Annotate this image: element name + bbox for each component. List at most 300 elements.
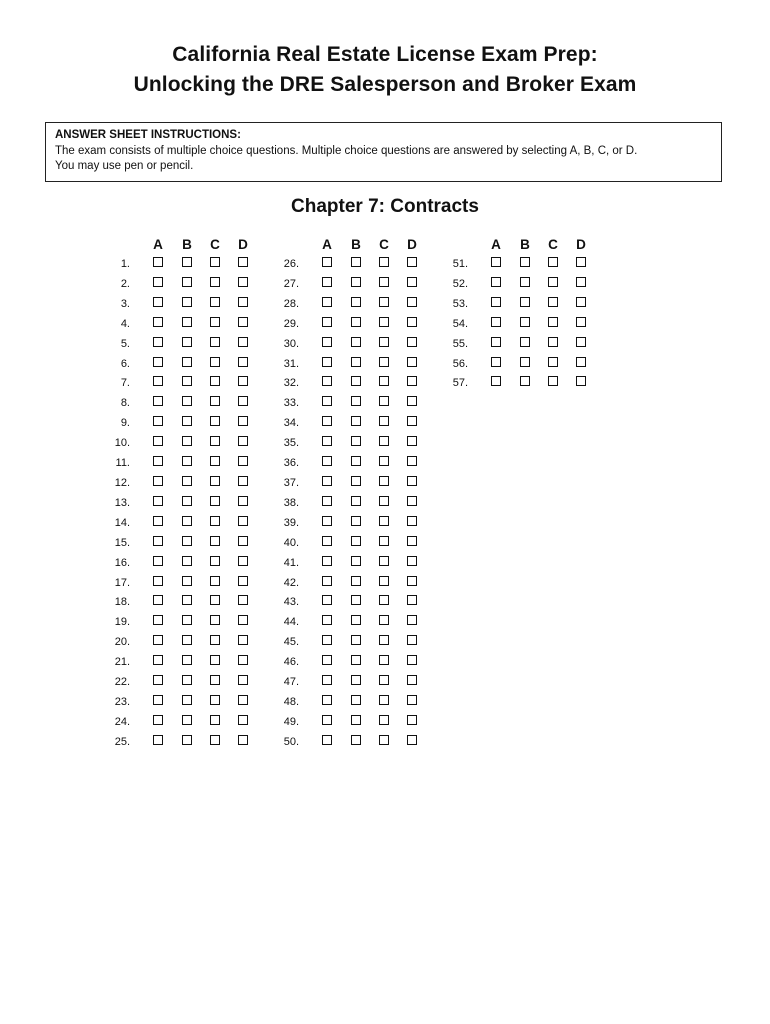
answer-checkbox-a[interactable] — [153, 615, 163, 625]
answer-checkbox-a[interactable] — [153, 357, 163, 367]
answer-checkbox-d[interactable] — [576, 357, 586, 367]
instructions-box — [45, 122, 722, 182]
answer-checkbox-d[interactable] — [407, 277, 417, 287]
answer-checkbox-b[interactable] — [182, 576, 192, 586]
answer-checkbox-b[interactable] — [182, 735, 192, 745]
answer-checkbox-d[interactable] — [407, 576, 417, 586]
answer-checkbox-b[interactable] — [182, 476, 192, 486]
answer-checkbox-c[interactable] — [210, 376, 220, 386]
answer-checkbox-d[interactable] — [238, 436, 248, 446]
answer-checkbox-b[interactable] — [351, 436, 361, 446]
answer-checkbox-c[interactable] — [210, 635, 220, 645]
question-number: 9. — [120, 417, 130, 430]
answer-checkbox-b[interactable] — [182, 317, 192, 327]
answer-checkbox-c[interactable] — [210, 595, 220, 605]
option-letter-d: D — [238, 237, 248, 252]
answer-checkbox-c[interactable] — [548, 277, 558, 287]
answer-checkbox-d[interactable] — [238, 456, 248, 466]
question-number: 48. — [283, 695, 299, 708]
answer-checkbox-b[interactable] — [351, 376, 361, 386]
answer-checkbox-b[interactable] — [182, 396, 192, 406]
answer-checkbox-b[interactable] — [182, 635, 192, 645]
answer-checkbox-d[interactable] — [407, 297, 417, 307]
answer-checkbox-b[interactable] — [182, 695, 192, 705]
answer-checkbox-b[interactable] — [182, 456, 192, 466]
answer-checkbox-b[interactable] — [351, 337, 361, 347]
answer-checkbox-c[interactable] — [210, 675, 220, 685]
option-letter-b: B — [182, 237, 192, 252]
answer-checkbox-a[interactable] — [153, 376, 163, 386]
answer-checkbox-a[interactable] — [322, 416, 332, 426]
option-letter-c: C — [210, 237, 220, 252]
answer-checkbox-b[interactable] — [520, 297, 530, 307]
question-number: 51. — [452, 258, 468, 270]
answer-checkbox-c[interactable] — [210, 496, 220, 506]
answer-checkbox-d[interactable] — [407, 516, 417, 526]
answer-checkbox-a[interactable] — [322, 476, 332, 486]
answer-checkbox-d[interactable] — [238, 655, 248, 665]
answer-checkbox-c[interactable] — [379, 576, 389, 586]
answer-checkbox-b[interactable] — [182, 337, 192, 347]
answer-checkbox-a[interactable] — [491, 257, 501, 267]
answer-checkbox-a[interactable] — [322, 436, 332, 446]
answer-checkbox-d[interactable] — [407, 675, 417, 685]
answer-checkbox-a[interactable] — [322, 297, 332, 307]
question-number: 55. — [452, 337, 468, 350]
question-number: 6. — [120, 357, 130, 370]
answer-checkbox-c[interactable] — [379, 516, 389, 526]
answer-checkbox-c[interactable] — [379, 536, 389, 546]
answer-checkbox-c[interactable] — [210, 257, 220, 267]
question-number: 1. — [120, 258, 130, 270]
answer-checkbox-a[interactable] — [153, 257, 163, 267]
answer-checkbox-d[interactable] — [576, 337, 586, 347]
answer-checkbox-b[interactable] — [182, 556, 192, 566]
answer-checkbox-b[interactable] — [520, 257, 530, 267]
answer-checkbox-c[interactable] — [210, 655, 220, 665]
answer-checkbox-b[interactable] — [351, 317, 361, 327]
answer-checkbox-d[interactable] — [238, 297, 248, 307]
answer-checkbox-a[interactable] — [322, 516, 332, 526]
answer-checkbox-d[interactable] — [238, 396, 248, 406]
answer-checkbox-b[interactable] — [182, 416, 192, 426]
answer-checkbox-a[interactable] — [322, 277, 332, 287]
answer-checkbox-c[interactable] — [379, 635, 389, 645]
answer-checkbox-d[interactable] — [238, 595, 248, 605]
question-number: 11. — [115, 457, 130, 470]
answer-checkbox-d[interactable] — [576, 297, 586, 307]
answer-checkbox-a[interactable] — [491, 376, 501, 386]
answer-checkbox-a[interactable] — [491, 297, 501, 307]
answer-checkbox-c[interactable] — [379, 595, 389, 605]
answer-checkbox-c[interactable] — [379, 496, 389, 506]
answer-checkbox-a[interactable] — [322, 337, 332, 347]
answer-checkbox-d[interactable] — [238, 576, 248, 586]
answer-checkbox-c[interactable] — [379, 615, 389, 625]
answer-checkbox-c[interactable] — [379, 695, 389, 705]
answer-checkbox-b[interactable] — [351, 277, 361, 287]
question-number: 3. — [120, 297, 130, 310]
answer-checkbox-d[interactable] — [407, 715, 417, 725]
answer-checkbox-b[interactable] — [351, 635, 361, 645]
title-line-1: California Real Estate License Exam Prep: — [172, 43, 598, 66]
option-letter-a: A — [322, 237, 332, 252]
answer-checkbox-c[interactable] — [548, 257, 558, 267]
answer-checkbox-c[interactable] — [210, 436, 220, 446]
option-letter-a: A — [153, 237, 163, 252]
answer-checkbox-a[interactable] — [153, 496, 163, 506]
answer-checkbox-a[interactable] — [322, 456, 332, 466]
answer-checkbox-b[interactable] — [182, 496, 192, 506]
answer-checkbox-d[interactable] — [407, 695, 417, 705]
answer-checkbox-c[interactable] — [210, 357, 220, 367]
answer-checkbox-a[interactable] — [322, 715, 332, 725]
answer-checkbox-d[interactable] — [576, 277, 586, 287]
answer-checkbox-b[interactable] — [351, 695, 361, 705]
answer-checkbox-b[interactable] — [182, 357, 192, 367]
question-number: 52. — [452, 277, 468, 290]
answer-checkbox-a[interactable] — [322, 576, 332, 586]
question-number: 17. — [114, 576, 130, 589]
answer-checkbox-a[interactable] — [153, 655, 163, 665]
question-number: 43. — [283, 596, 299, 609]
answer-checkbox-a[interactable] — [153, 695, 163, 705]
answer-checkbox-d[interactable] — [238, 675, 248, 685]
answer-checkbox-a[interactable] — [153, 556, 163, 566]
answer-checkbox-d[interactable] — [407, 317, 417, 327]
question-number: 25. — [114, 735, 130, 748]
question-number: 54. — [452, 317, 468, 330]
question-number: 49. — [283, 715, 299, 728]
answer-checkbox-a[interactable] — [322, 376, 332, 386]
answer-checkbox-a[interactable] — [322, 536, 332, 546]
answer-checkbox-c[interactable] — [210, 735, 220, 745]
question-number: 35. — [283, 437, 299, 450]
question-number: 10. — [114, 437, 130, 450]
answer-checkbox-a[interactable] — [153, 516, 163, 526]
answer-checkbox-a[interactable] — [153, 595, 163, 605]
answer-checkbox-a[interactable] — [153, 675, 163, 685]
answer-checkbox-c[interactable] — [379, 357, 389, 367]
answer-checkbox-d[interactable] — [238, 536, 248, 546]
answer-checkbox-d[interactable] — [238, 695, 248, 705]
answer-checkbox-b[interactable] — [351, 456, 361, 466]
answer-checkbox-c[interactable] — [210, 416, 220, 426]
question-number: 8. — [120, 397, 130, 410]
answer-checkbox-c[interactable] — [379, 715, 389, 725]
question-number: 14. — [114, 516, 130, 529]
answer-checkbox-a[interactable] — [153, 576, 163, 586]
question-number: 7. — [120, 377, 130, 390]
answer-checkbox-a[interactable] — [322, 655, 332, 665]
answer-checkbox-b[interactable] — [520, 376, 530, 386]
answer-checkbox-b[interactable] — [182, 376, 192, 386]
question-number: 27. — [283, 277, 299, 290]
answer-checkbox-b[interactable] — [351, 416, 361, 426]
answer-checkbox-b[interactable] — [351, 257, 361, 267]
instructions-line-1: The exam consists of multiple choice questions. Multiple choice questions are answered by selecting A, B, C, or D. — [55, 144, 638, 157]
answer-checkbox-a[interactable] — [153, 635, 163, 645]
answer-checkbox-a[interactable] — [322, 675, 332, 685]
answer-checkbox-c[interactable] — [210, 337, 220, 347]
answer-checkbox-b[interactable] — [182, 615, 192, 625]
answer-checkbox-a[interactable] — [153, 317, 163, 327]
answer-checkbox-d[interactable] — [407, 357, 417, 367]
option-letter-b: B — [520, 237, 530, 252]
answer-checkbox-d[interactable] — [238, 496, 248, 506]
answer-checkbox-d[interactable] — [238, 376, 248, 386]
question-number: 50. — [283, 735, 299, 748]
answer-checkbox-c[interactable] — [379, 456, 389, 466]
answer-checkbox-b[interactable] — [520, 337, 530, 347]
answer-checkbox-c[interactable] — [379, 655, 389, 665]
answer-checkbox-b[interactable] — [182, 655, 192, 665]
answer-checkbox-c[interactable] — [210, 297, 220, 307]
answer-checkbox-d[interactable] — [407, 595, 417, 605]
answer-checkbox-b[interactable] — [351, 297, 361, 307]
answer-checkbox-b[interactable] — [182, 257, 192, 267]
question-number: 16. — [114, 556, 130, 569]
answer-checkbox-d[interactable] — [407, 635, 417, 645]
question-number: 29. — [283, 317, 299, 330]
answer-checkbox-d[interactable] — [576, 317, 586, 327]
answer-checkbox-c[interactable] — [548, 297, 558, 307]
option-letter-d: D — [576, 237, 586, 252]
answer-checkbox-a[interactable] — [491, 337, 501, 347]
answer-checkbox-b[interactable] — [351, 576, 361, 586]
question-number: 15. — [114, 536, 130, 549]
answer-checkbox-a[interactable] — [322, 735, 332, 745]
question-number: 37. — [283, 476, 299, 489]
answer-checkbox-c[interactable] — [379, 277, 389, 287]
answer-checkbox-b[interactable] — [182, 277, 192, 287]
question-number: 28. — [283, 297, 299, 310]
question-number: 38. — [283, 496, 299, 509]
answer-checkbox-a[interactable] — [322, 595, 332, 605]
answer-checkbox-c[interactable] — [210, 456, 220, 466]
answer-checkbox-c[interactable] — [379, 376, 389, 386]
question-number: 13. — [114, 496, 130, 509]
answer-checkbox-a[interactable] — [322, 695, 332, 705]
answer-checkbox-c[interactable] — [548, 337, 558, 347]
answer-checkbox-c[interactable] — [379, 317, 389, 327]
question-number: 42. — [283, 576, 299, 589]
answer-checkbox-a[interactable] — [153, 715, 163, 725]
question-number: 21. — [114, 656, 130, 669]
answer-checkbox-d[interactable] — [238, 715, 248, 725]
answer-checkbox-d[interactable] — [238, 516, 248, 526]
answer-checkbox-d[interactable] — [407, 456, 417, 466]
answer-checkbox-d[interactable] — [407, 615, 417, 625]
answer-checkbox-c[interactable] — [548, 376, 558, 386]
answer-checkbox-a[interactable] — [491, 277, 501, 287]
answer-checkbox-d[interactable] — [407, 735, 417, 745]
answer-checkbox-c[interactable] — [379, 257, 389, 267]
answer-checkbox-c[interactable] — [210, 695, 220, 705]
question-number: 19. — [114, 616, 130, 629]
answer-checkbox-b[interactable] — [182, 297, 192, 307]
question-number: 44. — [283, 616, 299, 629]
question-number: 32. — [283, 377, 299, 390]
option-letter-d: D — [407, 237, 417, 252]
answer-checkbox-b[interactable] — [351, 536, 361, 546]
answer-checkbox-a[interactable] — [153, 297, 163, 307]
answer-checkbox-a[interactable] — [153, 337, 163, 347]
answer-checkbox-b[interactable] — [351, 556, 361, 566]
answer-checkbox-d[interactable] — [407, 536, 417, 546]
answer-checkbox-a[interactable] — [322, 635, 332, 645]
answer-checkbox-b[interactable] — [351, 715, 361, 725]
answer-checkbox-c[interactable] — [210, 536, 220, 546]
answer-checkbox-b[interactable] — [351, 357, 361, 367]
answer-checkbox-d[interactable] — [407, 257, 417, 267]
answer-checkbox-b[interactable] — [182, 715, 192, 725]
title-line-2: Unlocking the DRE Salesperson and Broker Exam — [133, 73, 637, 96]
answer-checkbox-a[interactable] — [322, 396, 332, 406]
answer-checkbox-b[interactable] — [182, 595, 192, 605]
answer-checkbox-b[interactable] — [351, 655, 361, 665]
answer-checkbox-d[interactable] — [238, 277, 248, 287]
answer-checkbox-a[interactable] — [322, 317, 332, 327]
answer-checkbox-c[interactable] — [379, 476, 389, 486]
answer-checkbox-d[interactable] — [238, 615, 248, 625]
answer-checkbox-b[interactable] — [351, 496, 361, 506]
answer-checkbox-c[interactable] — [379, 416, 389, 426]
answer-checkbox-b[interactable] — [520, 357, 530, 367]
question-number: 23. — [114, 695, 130, 708]
answer-checkbox-a[interactable] — [153, 735, 163, 745]
answer-checkbox-c[interactable] — [379, 297, 389, 307]
question-number: 36. — [283, 457, 299, 470]
answer-checkbox-d[interactable] — [407, 655, 417, 665]
option-letter-c: C — [379, 237, 389, 252]
question-number: 56. — [452, 357, 468, 370]
question-number: 4. — [120, 317, 130, 330]
question-number: 2. — [120, 277, 130, 290]
answer-checkbox-c[interactable] — [210, 476, 220, 486]
answer-checkbox-c[interactable] — [210, 556, 220, 566]
answer-checkbox-c[interactable] — [548, 357, 558, 367]
answer-checkbox-c[interactable] — [210, 516, 220, 526]
answer-checkbox-d[interactable] — [576, 376, 586, 386]
answer-checkbox-b[interactable] — [351, 396, 361, 406]
answer-checkbox-d[interactable] — [238, 635, 248, 645]
answer-checkbox-b[interactable] — [182, 436, 192, 446]
option-letter-a: A — [491, 237, 501, 252]
answer-checkbox-c[interactable] — [379, 436, 389, 446]
answer-checkbox-d[interactable] — [407, 476, 417, 486]
answer-checkbox-b[interactable] — [351, 595, 361, 605]
answer-checkbox-b[interactable] — [182, 675, 192, 685]
answer-checkbox-d[interactable] — [407, 416, 417, 426]
answer-checkbox-c[interactable] — [379, 675, 389, 685]
answer-checkbox-a[interactable] — [153, 277, 163, 287]
answer-checkbox-a[interactable] — [322, 556, 332, 566]
question-number: 33. — [283, 397, 299, 410]
option-letter-c: C — [548, 237, 558, 252]
answer-checkbox-d[interactable] — [238, 257, 248, 267]
answer-checkbox-a[interactable] — [491, 317, 501, 327]
answer-checkbox-b[interactable] — [351, 615, 361, 625]
answer-checkbox-c[interactable] — [210, 576, 220, 586]
answer-checkbox-d[interactable] — [407, 436, 417, 446]
answer-checkbox-c[interactable] — [210, 715, 220, 725]
question-number: 30. — [283, 337, 299, 350]
question-number: 12. — [114, 476, 130, 489]
answer-checkbox-c[interactable] — [210, 396, 220, 406]
answer-checkbox-d[interactable] — [407, 376, 417, 386]
question-number: 47. — [283, 676, 299, 689]
answer-checkbox-b[interactable] — [182, 516, 192, 526]
answer-checkbox-c[interactable] — [379, 337, 389, 347]
answer-checkbox-d[interactable] — [407, 337, 417, 347]
answer-checkbox-a[interactable] — [153, 536, 163, 546]
answer-checkbox-a[interactable] — [153, 476, 163, 486]
answer-checkbox-b[interactable] — [182, 536, 192, 546]
question-number: 26. — [283, 258, 299, 270]
answer-checkbox-c[interactable] — [548, 317, 558, 327]
answer-checkbox-a[interactable] — [322, 496, 332, 506]
answer-checkbox-a[interactable] — [153, 436, 163, 446]
answer-checkbox-d[interactable] — [407, 496, 417, 506]
answer-checkbox-b[interactable] — [351, 476, 361, 486]
answer-checkbox-a[interactable] — [153, 396, 163, 406]
answer-checkbox-a[interactable] — [491, 357, 501, 367]
answer-checkbox-d[interactable] — [576, 257, 586, 267]
answer-checkbox-d[interactable] — [238, 556, 248, 566]
answer-checkbox-d[interactable] — [238, 416, 248, 426]
answer-checkbox-c[interactable] — [379, 396, 389, 406]
answer-checkbox-c[interactable] — [210, 317, 220, 327]
answer-checkbox-a[interactable] — [322, 357, 332, 367]
answer-checkbox-d[interactable] — [407, 396, 417, 406]
question-number: 41. — [283, 556, 299, 569]
answer-checkbox-d[interactable] — [238, 357, 248, 367]
instructions-heading: ANSWER SHEET INSTRUCTIONS: — [55, 129, 241, 141]
answer-checkbox-a[interactable] — [153, 416, 163, 426]
answer-checkbox-d[interactable] — [407, 556, 417, 566]
question-number: 53. — [452, 297, 468, 310]
answer-checkbox-c[interactable] — [210, 277, 220, 287]
answer-checkbox-b[interactable] — [520, 317, 530, 327]
answer-checkbox-b[interactable] — [520, 277, 530, 287]
answer-checkbox-b[interactable] — [351, 675, 361, 685]
question-number: 45. — [283, 636, 299, 649]
question-number: 40. — [283, 536, 299, 549]
answer-checkbox-d[interactable] — [238, 317, 248, 327]
instructions-line-2: You may use pen or pencil. — [55, 160, 194, 172]
question-number: 5. — [120, 337, 130, 350]
question-number: 24. — [114, 715, 130, 728]
answer-checkbox-c[interactable] — [379, 556, 389, 566]
question-number: 31. — [283, 357, 299, 370]
chapter-title: Chapter 7: Contracts — [291, 196, 479, 217]
answer-checkbox-a[interactable] — [322, 615, 332, 625]
answer-checkbox-d[interactable] — [238, 476, 248, 486]
answer-checkbox-d[interactable] — [238, 337, 248, 347]
option-letter-b: B — [351, 237, 361, 252]
answer-checkbox-c[interactable] — [379, 735, 389, 745]
answer-checkbox-b[interactable] — [351, 735, 361, 745]
answer-checkbox-c[interactable] — [210, 615, 220, 625]
answer-checkbox-d[interactable] — [238, 735, 248, 745]
answer-checkbox-a[interactable] — [322, 257, 332, 267]
answer-checkbox-a[interactable] — [153, 456, 163, 466]
question-number: 20. — [114, 636, 130, 649]
answer-checkbox-b[interactable] — [351, 516, 361, 526]
question-number: 34. — [283, 417, 299, 430]
question-number: 39. — [283, 516, 299, 529]
